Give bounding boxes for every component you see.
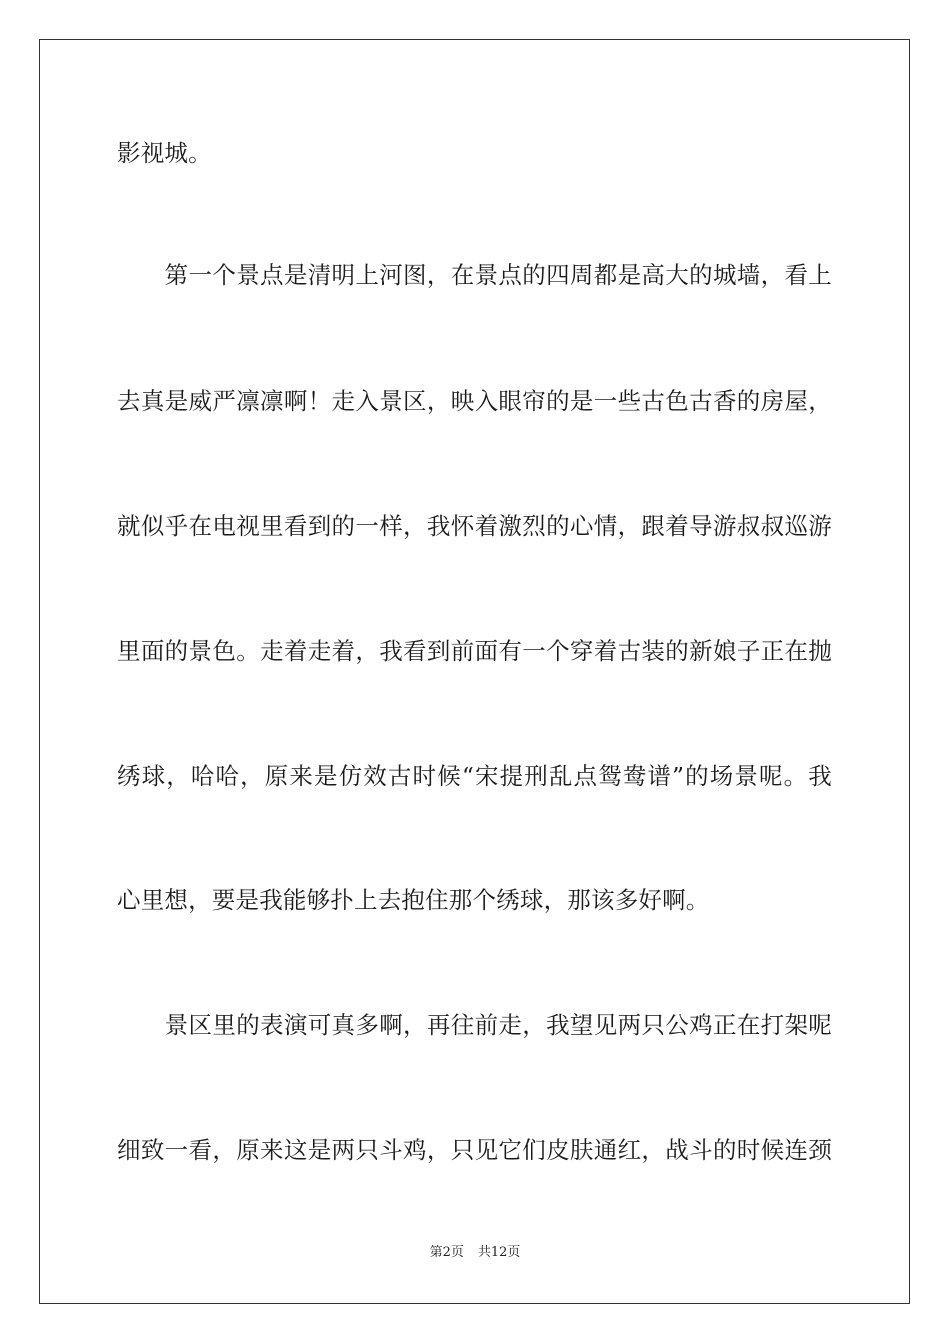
page-border: [39, 39, 910, 1304]
text-line-2: 第一个景点是清明上河图，在景点的四周都是高大的城墙，看上: [117, 261, 832, 289]
text-line-3: 去真是威严凛凛啊！走入景区，映入眼帘的是一些古色古香的房屋，: [117, 387, 832, 415]
page-number: 第2页: [429, 1245, 464, 1260]
page-footer: [0, 1245, 950, 1261]
text-line-9: 细致一看，原来这是两只斗鸡，只见它们皮肤通红，战斗的时候连颈: [117, 1136, 832, 1164]
page-total: 共12页: [477, 1245, 521, 1260]
text-line-6: 绣球，哈哈，原来是仿效古时候“宋提刑乱点鸳鸯谱”的场景呢。我: [117, 762, 832, 790]
text-line-8: 景区里的表演可真多啊，再往前走，我望见两只公鸡正在打架呢: [117, 1011, 832, 1039]
text-line-7: 心里想，要是我能够扑上去抱住那个绣球，那该多好啊。: [117, 886, 710, 914]
text-line-1: 影视城。: [117, 139, 212, 167]
text-line-4: 就似乎在电视里看到的一样，我怀着激烈的心情，跟着导游叔叔巡游: [117, 512, 832, 540]
text-line-5: 里面的景色。走着走着，我看到前面有一个穿着古装的新娘子正在抛: [117, 637, 832, 665]
